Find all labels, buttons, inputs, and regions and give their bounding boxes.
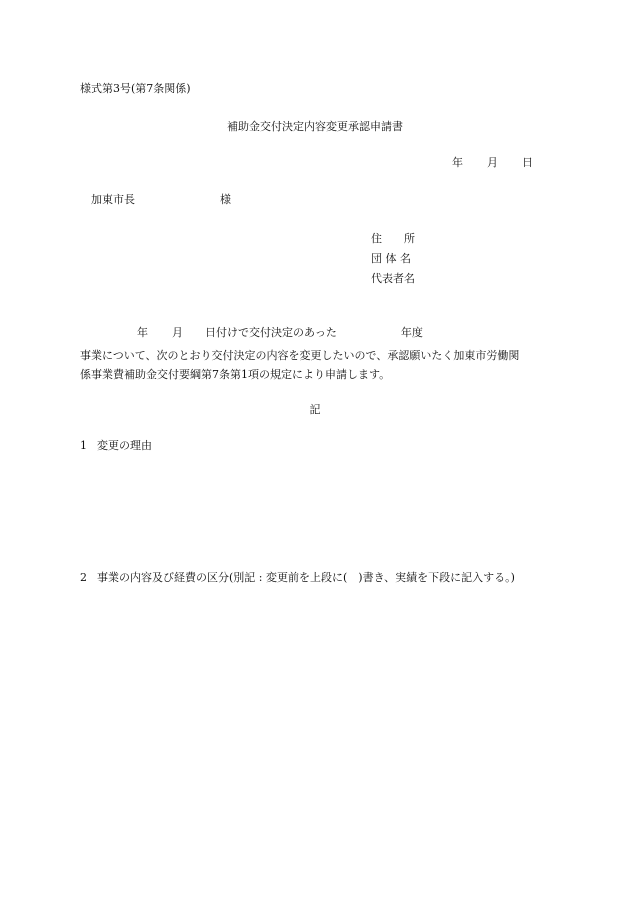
date-line [452,157,533,168]
representative-label: 代表者名 [371,272,415,285]
item-1-text: 変更の理由 [97,439,152,452]
item-2-text: 事業の内容及び経費の区分(別記 : 変更前を上段に( )書き、実績を下段に記入する。) [97,571,515,584]
body-year-unit: 年 [137,326,148,339]
body-fiscal-year-unit: 年度 [400,326,423,339]
date-month-unit: 月 [487,156,498,169]
item-1 [80,440,152,451]
date-day-unit: 日 [522,156,533,169]
item-1-number: 1 [80,439,87,452]
date-year-unit: 年 [452,156,463,169]
body-line-1 [137,327,423,338]
addressee-name: 加東市長 [91,193,135,206]
ki-heading: 記 [309,403,321,416]
body-date-phrase: 日付けで交付決定のあった [205,326,337,339]
document-title: 補助金交付決定内容変更承認申請書 [227,120,403,133]
item-2 [80,572,515,583]
address-label: 住 所 [371,232,415,245]
body-line-3: 係事業費補助金交付要綱第7条第1項の規定により申請します。 [80,368,391,381]
addressee-honorific: 様 [220,193,231,206]
body-line-2: 事業について、次のとおり交付決定の内容を変更したいので、承認願いたく加東市労働関 [80,349,520,362]
organization-label: 団 体 名 [371,252,411,265]
applicant-block [371,233,415,293]
form-number: 様式第3号(第7条関係) [80,82,191,95]
body-month-unit: 月 [172,326,183,339]
item-2-number: 2 [80,571,87,584]
